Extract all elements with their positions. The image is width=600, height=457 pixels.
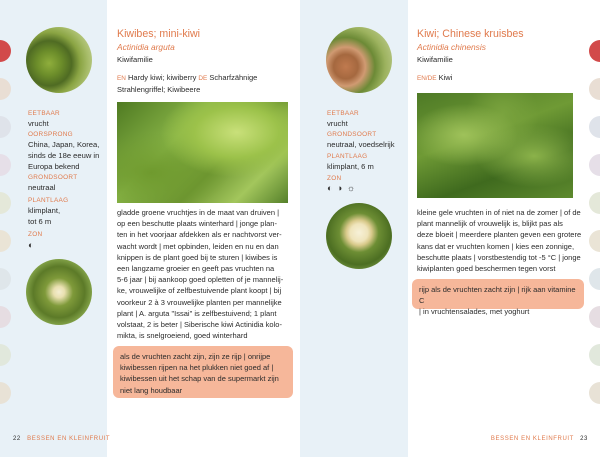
tip-line: | in vruchtensalades, met yoghurt <box>419 307 530 317</box>
tab-dot-red <box>589 40 600 62</box>
tab-dot <box>589 306 600 328</box>
plantlaag-line-2: tot 6 m <box>28 217 52 226</box>
names-de-cont: Strahlengriffel; Kiwibeere <box>117 84 201 94</box>
section-title: BESSEN EN KLEINFRUIT <box>27 436 111 442</box>
tab-dot <box>589 78 600 100</box>
description-line: ke, vrouwelijke of zelfbestuivende plant koopt | bij <box>117 286 282 296</box>
description-line: deze bloeit | meerdere planten geven een grotere <box>417 230 582 240</box>
page-footer <box>491 436 588 442</box>
grondsoort-value: neutraal, voedselrijk <box>327 140 395 149</box>
description-line: ten in het voorjaar afdekken als er nachtvorst ver- <box>117 230 282 240</box>
plantlaag-value: klimplant, 6 m <box>327 162 374 171</box>
zon-label: ZON <box>28 231 43 238</box>
page-title: Kiwi; Chinese kruisbes <box>417 28 524 40</box>
eetbaar-value: vrucht <box>327 119 348 128</box>
description-line: kans dat er vruchten komen | kies een zonnige, <box>417 241 575 251</box>
plantlaag-label: PLANTLAAG <box>28 197 69 204</box>
description <box>117 207 292 341</box>
plant-family: Kiwifamilie <box>417 55 453 64</box>
tip-line: als de vruchten zacht zijn, zijn ze rijp | onrijpe <box>120 352 271 361</box>
description-line: plant mannelijk of vrouwelijk is, blijkt pas als <box>417 219 563 229</box>
oorsprong-line-3: Europa bekend <box>28 162 80 171</box>
description-line: voorkeur 2 à 3 vrouwelijke planten per mannelijke <box>117 297 282 307</box>
description-line: volstaat, 2 is beter | Siberische kiwi Actinidia kolo- <box>117 320 282 330</box>
kiwi-fruit-photo <box>326 27 392 93</box>
plantlaag-label: PLANTLAAG <box>327 153 368 160</box>
description-line: een langzame groeier en geeft pas vruchten na <box>117 264 275 274</box>
plant-family: Kiwifamilie <box>117 55 153 64</box>
oorsprong-line-1: China, Japan, Korea, <box>28 140 100 149</box>
tip-line: niet lang houdbaar <box>120 385 183 395</box>
description-line: kiwiplanten goed beschermen tegen vorst <box>417 264 556 274</box>
description-line: 5-6 jaar | bij aankoop goed opletten of je mannelij- <box>117 275 284 285</box>
description-line: mikta, is snelgroeiend, goed winterhard <box>117 331 248 341</box>
oorsprong-label: OORSPRONG <box>28 131 73 138</box>
plantlaag-line-1: klimplant, <box>28 206 61 215</box>
description-line: op een beschutte plaats winterhard | jonge plan- <box>117 219 277 229</box>
latin-name: Actinidia chinensis <box>417 42 486 52</box>
tip-box <box>113 346 293 398</box>
section-title: BESSEN EN KLEINFRUIT <box>490 436 574 442</box>
kiwi-plant-photo <box>417 93 573 198</box>
description-line: knippen is de plant goed bij te sturen | kiwibes is <box>117 252 278 262</box>
kiwiberry-plant-photo <box>117 102 288 203</box>
tip-line: rijp als de vruchten zacht zijn | rijk aan vitamine C <box>419 285 576 306</box>
eetbaar-label: EETBAAR <box>327 110 359 117</box>
sun-exposure-icon: ◐ ◑ ☼ <box>327 183 357 193</box>
tab-dot <box>589 344 600 366</box>
zon-label: ZON <box>327 175 342 182</box>
oorsprong-line-2: sinds de 18e eeuw in <box>28 151 100 160</box>
grondsoort-label: GRONDSOORT <box>28 174 78 181</box>
names-en: Hardy kiwi; kiwiberry <box>127 73 197 82</box>
tab-dot <box>589 116 600 138</box>
names-en-de: Kiwi <box>438 73 453 82</box>
eetbaar-label: EETBAAR <box>28 110 60 117</box>
latin-name: Actinidia arguta <box>117 42 175 52</box>
lang-de: DE <box>198 75 208 82</box>
names-de: Scharfzähnige <box>209 73 258 82</box>
description-line: plant | A. arguta "Issai" is zelfbestuivend; 1 plant <box>117 308 277 318</box>
eetbaar-value: vrucht <box>28 119 49 128</box>
grondsoort-value: neutraal <box>28 183 56 192</box>
tab-dot <box>589 154 600 176</box>
kiwiberry-flower-photo <box>26 259 92 325</box>
description <box>417 207 592 274</box>
kiwiberry-fruit-photo <box>26 27 92 93</box>
common-names <box>117 73 289 95</box>
lang-en-de: EN/DE <box>417 75 437 82</box>
description-line: gladde groene vruchtjes in de maat van druiven | <box>117 208 280 217</box>
half-sun-icon: ◐ <box>28 240 35 250</box>
tip-line: kiwibessen uit het schap van de supermarkt zijn <box>120 374 279 384</box>
description-line: wacht wordt | met opbinden, leiden en nu en dan <box>117 241 279 251</box>
right-page <box>300 0 600 457</box>
kiwi-flower-photo <box>326 203 392 269</box>
lang-en: EN <box>117 75 126 82</box>
grondsoort-label: GRONDSOORT <box>327 131 377 138</box>
tip-line: kiwibessen rijpen na het plukken niet goed af | <box>120 363 274 373</box>
description-line: beschutte plaats | vorstbestendig tot -5 °C | jonge <box>417 252 581 262</box>
tab-dot <box>589 382 600 404</box>
description-line: kleine gele vruchten in of niet na de zomer | of de <box>417 208 581 217</box>
page-number: 22 <box>13 436 21 442</box>
page-number: 23 <box>580 436 588 442</box>
common-names <box>417 73 589 85</box>
page-title: Kiwibes; mini-kiwi <box>117 28 200 40</box>
page-footer <box>13 436 110 442</box>
tip-box <box>412 279 584 317</box>
